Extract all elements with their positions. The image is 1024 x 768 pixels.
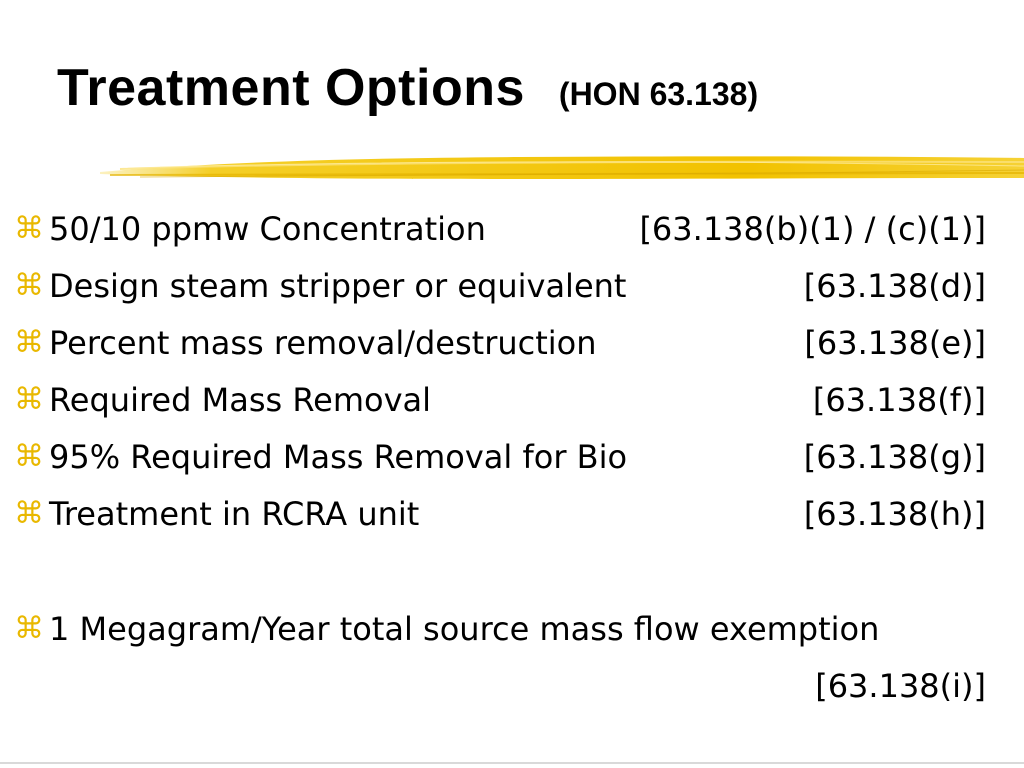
bullet-item xyxy=(0,206,1024,252)
bullet-reference: [63.138(i)] xyxy=(815,667,986,705)
bullet-item xyxy=(0,320,1024,366)
bullet-continuation xyxy=(0,663,1024,709)
bullet-item xyxy=(0,263,1024,309)
bullet-text: Percent mass removal/destruction xyxy=(49,324,597,362)
bullet-reference: [63.138(f)] xyxy=(812,381,986,419)
bullet-reference: [63.138(h)] xyxy=(803,495,986,533)
bullet-reference: [63.138(d)] xyxy=(803,267,986,305)
command-key-icon: ⌘ xyxy=(14,382,44,417)
command-key-icon: ⌘ xyxy=(14,439,44,474)
bullet-item xyxy=(0,434,1024,480)
bullet-item xyxy=(0,491,1024,537)
bullet-text: 95% Required Mass Removal for Bio xyxy=(49,438,628,476)
bullet-reference: [63.138(g)] xyxy=(803,438,986,476)
bullet-item xyxy=(0,377,1024,423)
bullet-reference: [63.138(b)(1) / (c)(1)] xyxy=(639,210,986,248)
yellow-brush-stroke xyxy=(100,148,1024,188)
bullet-text: Required Mass Removal xyxy=(49,381,431,419)
command-key-icon: ⌘ xyxy=(14,211,44,246)
slide-title xyxy=(57,58,758,118)
bullet-text: 1 Megagram/Year total source mass flow exemption xyxy=(49,610,880,648)
footer-divider xyxy=(0,762,1024,764)
bullet-reference: [63.138(e)] xyxy=(804,324,986,362)
title-subtitle: (HON 63.138) xyxy=(558,76,759,112)
command-key-icon: ⌘ xyxy=(14,268,44,303)
bullet-text: Design steam stripper or equivalent xyxy=(49,267,627,305)
bullet-text: 50/10 ppmw Concentration xyxy=(49,210,486,248)
bullet-item xyxy=(0,606,1024,652)
title-main: Treatment Options xyxy=(57,59,525,117)
command-key-icon: ⌘ xyxy=(14,611,44,646)
command-key-icon: ⌘ xyxy=(14,496,44,531)
bullet-text: Treatment in RCRA unit xyxy=(49,495,420,533)
command-key-icon: ⌘ xyxy=(14,325,44,360)
